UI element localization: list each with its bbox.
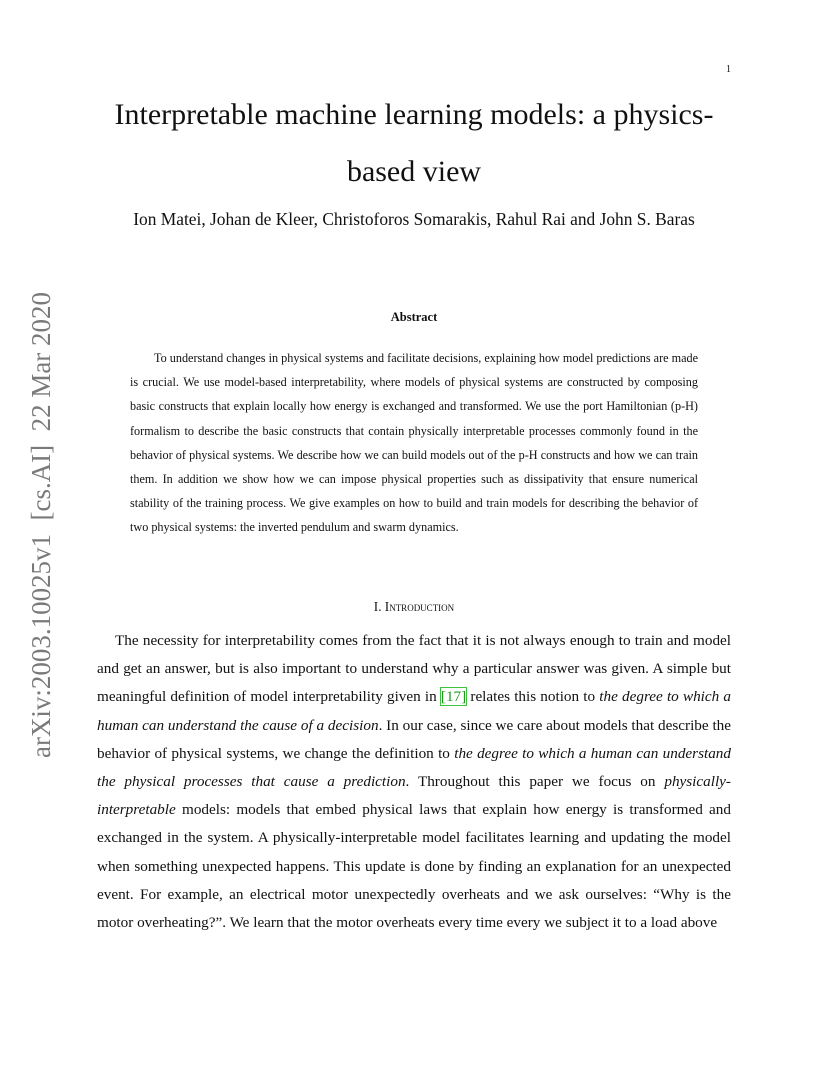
citation-link[interactable]: [17] (440, 688, 467, 706)
arxiv-stamp-text: arXiv:2003.10025v1 [cs.AI] 22 Mar 2020 (26, 291, 56, 758)
intro-emphasis-1: the degree to which a human can understand the cause of a decision (97, 688, 732, 734)
section-number: I. (373, 599, 382, 614)
intro-text-1: The necessity for interpretability comes from the fact that it is not always enough to train and model and get an answer, but is also important to understand why a particular answer was given. A simple but meaningful definition of model interpretability given in (97, 632, 731, 706)
page-number: 1 (726, 64, 731, 75)
intro-emphasis-2: the degree to which a human can understand the physical processes that cause a prediction (97, 744, 731, 791)
section-heading (96, 599, 732, 615)
intro-text-2: relates this notion to (466, 688, 600, 706)
intro-text-4: . Throughout this paper we focus on (405, 773, 665, 791)
arxiv-stamp (20, 290, 60, 760)
introduction-paragraph (97, 627, 731, 937)
paper-title: Interpretable machine learning models: a physics-based view (114, 98, 714, 188)
intro-emphasis-3: physically-interpretable (97, 773, 731, 819)
intro-text-3: . In our case, since we care about models that describe the behavior of physical systems, we change the definition to (97, 716, 732, 762)
intro-text-5: models: models that embed physical laws that explain how energy is transformed and exchanged in the system. A physically-interpretable model facilitates learning and updating the model when something unexpected happens. This update is done by finding an explanation for an unexpected event. For example, an electrical motor unexpectedly overheats and we ask ourselves: “Why is the motor overheating?”. We learn that the motor overheats every time every we subject it to a load above (97, 801, 731, 932)
abstract-body: To understand changes in physical systems and facilitate decisions, explaining how model predictions are made is crucial. We use model-based interpretability, where models of physical systems are constructed by composing basic constructs that explain locally how energy is exchanged and transformed. We use the port Hamiltonian (p-H) formalism to describe the basic constructs that contain physically interpretable processes commonly found in the behavior of physical systems. We describe how we can build models out of the p-H constructs and how we can train them. In addition we show how we can impose physical properties such as dissipativity that ensure numerical stability of the training process. We give examples on how to build and train models for describing the behavior of two physical systems: the inverted pendulum and swarm dynamics. (130, 351, 698, 535)
abstract-heading: Abstract (390, 310, 438, 324)
section-title: Introduction (384, 599, 455, 614)
author-list: Ion Matei, Johan de Kleer, Christoforos Somarakis, Rahul Rai and John S. Baras (133, 209, 695, 229)
